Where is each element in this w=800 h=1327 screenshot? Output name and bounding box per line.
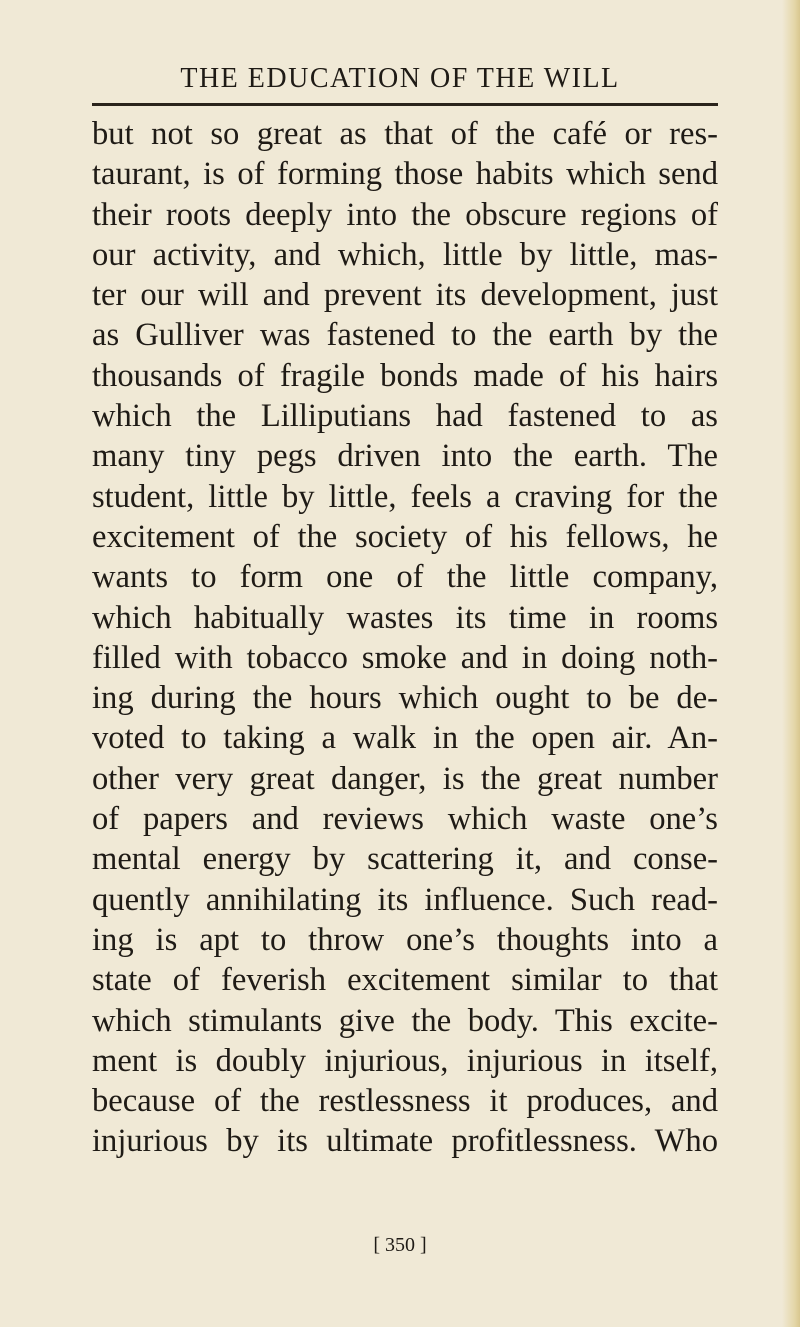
text-line: ter our will and prevent its development, just — [92, 277, 718, 314]
text-line: mental energy by scattering it, and conse- — [92, 841, 718, 878]
text-line: our activity, and which, little by little, mas- — [92, 236, 718, 273]
text-line: filled with tobacco smoke and in doing noth- — [92, 639, 718, 676]
text-line: ing is apt to throw one’s thoughts into a — [92, 921, 718, 958]
text-line: other very great danger, is the great number — [92, 760, 718, 797]
text-line: as Gulliver was fastened to the earth by the — [92, 317, 718, 354]
text-line: because of the restlessness it produces, and — [92, 1083, 718, 1120]
page-number: [ 350 ] — [373, 1234, 427, 1256]
text-line: excitement of the society of his fellows, he — [92, 518, 718, 555]
text-line: thousands of fragile bonds made of his hairs — [92, 357, 718, 394]
text-line: taurant, is of forming those habits which send — [92, 156, 718, 193]
text-line: which the Lilliputians had fastened to as — [92, 398, 718, 435]
running-head: THE EDUCATION OF THE WILL — [180, 63, 620, 94]
header-rule — [92, 103, 718, 106]
text-line: state of feverish excitement similar to that — [92, 962, 718, 999]
text-line: injurious by its ultimate profitlessness. Who — [92, 1123, 718, 1160]
text-line: ing during the hours which ought to be de- — [92, 680, 718, 717]
text-line: many tiny pegs driven into the earth. The — [92, 438, 718, 475]
page-edge-shadow — [782, 0, 800, 1327]
text-line: ment is doubly injurious, injurious in itself, — [92, 1042, 718, 1079]
text-line: student, little by little, feels a craving for the — [92, 478, 718, 515]
text-line: but not so great as that of the café or res- — [92, 116, 718, 152]
body-text — [92, 114, 718, 1162]
text-line: their roots deeply into the obscure regions of — [92, 196, 718, 233]
text-line: of papers and reviews which waste one’s — [92, 801, 718, 838]
text-line: voted to taking a walk in the open air. An- — [92, 720, 718, 757]
text-line: wants to form one of the little company, — [92, 559, 718, 596]
text-line: which habitually wastes its time in rooms — [92, 599, 718, 636]
text-line: quently annihilating its influence. Such read- — [92, 881, 718, 918]
text-line: which stimulants give the body. This excite- — [92, 1002, 718, 1039]
